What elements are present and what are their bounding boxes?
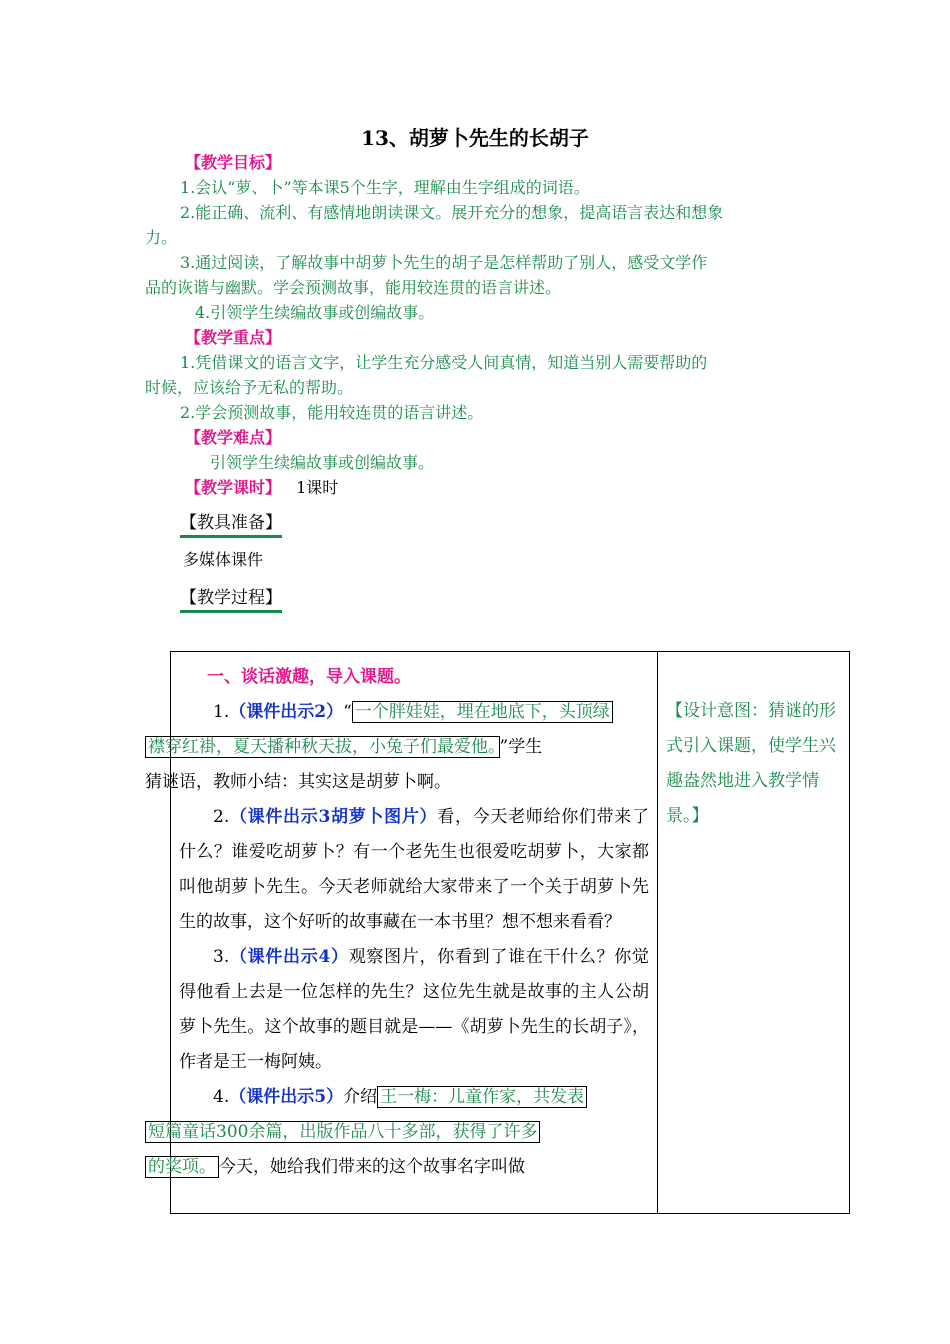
objective-3-cont: 品的诙谐与幽默。学会预测故事，能用较连贯的语言讲述。	[145, 278, 562, 297]
section-title: 一、谈话激趣，导入课题。	[207, 667, 411, 687]
p2-num: 2.	[213, 807, 230, 827]
paragraph-4	[148, 1080, 649, 1185]
p1-quote: “	[343, 702, 352, 722]
periods-value: 1课时	[296, 478, 339, 497]
keypoint-1: 1.凭借课文的语言文字，让学生充分感受人间真情，知道当别人需要帮助的	[180, 353, 708, 372]
objective-1: 1.会认“萝、卜”等本课5个生字，理解由生字组成的词语。	[180, 178, 590, 197]
riddle-box-1: 一个胖娃娃，埋在地底下，头顶绿	[352, 701, 613, 723]
process-heading: 【教学过程】	[180, 586, 282, 613]
objective-2-cont: 力。	[145, 228, 178, 247]
objective-2: 2.能正确、流利、有感情地朗读课文。展开充分的想象，提高语言表达和想象	[180, 203, 724, 222]
process-side-cell	[657, 651, 850, 1214]
periods-row	[145, 475, 815, 500]
page-title: 13、胡萝卜先生的长胡子	[361, 126, 589, 150]
p4-lead: 介绍	[343, 1087, 378, 1107]
design-intent-note: 【设计意图：猜谜的形式引入课题，使学生兴趣盎然地进入教学情景。】	[666, 701, 836, 826]
p2-tag: （课件出示3胡萝卜图片）	[229, 807, 438, 827]
riddle-box-2: 襟穿红褂，夏天播种秋天拔，小兔子们最爱他。	[145, 736, 500, 758]
author-box-1: 王一梅：儿童作家，共发表	[377, 1086, 587, 1108]
keypoints-heading: 【教学重点】	[185, 328, 282, 347]
p1-tag: （课件出示2）	[229, 702, 344, 722]
p1-rest2: 猜谜语，教师小结：其实这是胡萝卜啊。	[145, 772, 451, 792]
keypoint-1-cont: 时候，应该给予无私的帮助。	[145, 378, 354, 397]
difficulty-text: 引领学生续编故事或创编故事。	[210, 453, 435, 472]
difficulty-heading: 【教学难点】	[185, 428, 282, 447]
p4-num: 4.	[213, 1087, 230, 1107]
author-box-2: 短篇童话300余篇，出版作品八十多部，获得了许多	[145, 1121, 540, 1143]
p1-rest1: ”学生	[499, 737, 543, 757]
p3-tag: （课件出示4）	[229, 947, 349, 967]
p3-text: 观察图片，你看到了谁在干什么？你觉得他看上去是一位怎样的先生？这位先生就是故事的主人公胡萝卜先生。这个故事的题目就是——《胡萝卜先生的长胡子》，作者是王一梅阿姨。	[179, 947, 649, 1072]
p2-text: 看，今天老师给你们带来了什么？谁爱吃胡萝卜？有一个老先生也很爱吃胡萝卜，大家都叫他胡萝卜先生。今天老师就给大家带来了一个关于胡萝卜先生的故事，这个好听的故事藏在一本书里？想不想来看看？	[179, 807, 650, 932]
objective-3: 3.通过阅读，了解故事中胡萝卜先生的胡子是怎样帮助了别人，感受文学作	[180, 253, 708, 272]
paragraph-2	[179, 800, 649, 940]
tools-heading: 【教具准备】	[180, 511, 282, 538]
process-main-cell	[145, 651, 658, 1214]
tools-text: 多媒体课件	[183, 550, 264, 569]
p4-tag: （课件出示5）	[229, 1087, 344, 1107]
author-box-3: 的奖项。	[145, 1156, 219, 1178]
p3-num: 3.	[213, 947, 230, 967]
objectives-heading: 【教学目标】	[185, 153, 282, 172]
paragraph-3	[179, 940, 649, 1080]
periods-heading: 【教学课时】	[185, 478, 282, 497]
p1-num: 1.	[213, 702, 230, 722]
p4-rest: 今天，她给我们带来的这个故事名字叫做	[219, 1157, 525, 1177]
lesson-plan-header	[145, 150, 815, 500]
objective-4: 4.引领学生续编故事或创编故事。	[195, 303, 435, 322]
paragraph-1	[145, 695, 649, 800]
keypoint-2: 2.学会预测故事，能用较连贯的语言讲述。	[180, 403, 484, 422]
